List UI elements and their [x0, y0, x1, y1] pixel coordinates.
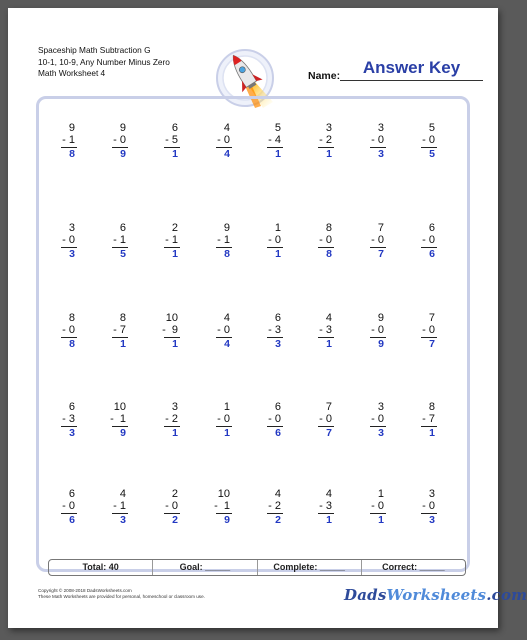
minuend: 9: [119, 122, 126, 134]
subtrahend: - 3: [319, 500, 332, 512]
minuend: 5: [428, 122, 435, 134]
answer-line: [318, 147, 334, 148]
subtrahend: - 0: [319, 234, 332, 246]
subtrahend: - 2: [165, 413, 178, 425]
answer-line: [112, 426, 128, 427]
minuend: 8: [119, 312, 126, 324]
minuend: 1: [274, 222, 281, 234]
problem-row: [39, 122, 467, 182]
minuend: 4: [274, 488, 281, 500]
answer: 3: [275, 338, 281, 350]
answer: 8: [224, 248, 230, 260]
answer: 1: [429, 427, 435, 439]
answer: 1: [275, 148, 281, 160]
copyright-notice: [38, 588, 205, 600]
subtrahend: - 0: [268, 234, 281, 246]
answer-line: [318, 426, 334, 427]
usage-line: These Math Worksheets are provided for personal, homeschool or classroom use.: [38, 594, 205, 599]
answer: 6: [429, 248, 435, 260]
minuend: 3: [428, 488, 435, 500]
subtrahend: - 7: [113, 324, 126, 336]
subtrahend: - 7: [422, 413, 435, 425]
answer: 9: [120, 148, 126, 160]
answer-line: [421, 426, 437, 427]
answer-line: [61, 247, 77, 248]
subtrahend: - 0: [371, 234, 384, 246]
problem-row: [39, 312, 467, 372]
answer-line: [216, 426, 232, 427]
answer: 1: [275, 248, 281, 260]
subtrahend: - 1: [62, 134, 75, 146]
subtrahend: - 3: [319, 324, 332, 336]
answer-line: [216, 337, 232, 338]
complete-field: Complete: _____: [258, 560, 362, 575]
answer: 3: [69, 248, 75, 260]
subtrahend: - 2: [319, 134, 332, 146]
answer: 9: [224, 514, 230, 526]
subtrahend: - 0: [371, 500, 384, 512]
minuend: 3: [171, 401, 178, 413]
brand-logo: [344, 586, 527, 604]
subtrahend: - 0: [422, 134, 435, 146]
minuend: 4: [325, 488, 332, 500]
minuend: 6: [428, 222, 435, 234]
answer: 9: [120, 427, 126, 439]
worksheet-page: [8, 8, 527, 628]
answer: 8: [326, 248, 332, 260]
minuend: 3: [377, 122, 384, 134]
answer: 8: [69, 338, 75, 350]
answer-line: [61, 426, 77, 427]
subtrahend: - 0: [371, 413, 384, 425]
subtrahend: - 0: [62, 500, 75, 512]
minuend: 10: [113, 401, 126, 413]
answer-line: [112, 513, 128, 514]
answer-line: [61, 337, 77, 338]
worksheet-title-block: [38, 45, 170, 80]
answer: 1: [326, 338, 332, 350]
answer: 1: [172, 148, 178, 160]
answer-line: [421, 247, 437, 248]
answer-line: [370, 247, 386, 248]
answer-line: [318, 247, 334, 248]
subtrahend: - 2: [268, 500, 281, 512]
subtrahend: - 0: [62, 234, 75, 246]
answer: 2: [172, 514, 178, 526]
minuend: 6: [274, 401, 281, 413]
answer: 3: [378, 148, 384, 160]
answer-line: [267, 426, 283, 427]
minuend: 3: [68, 222, 75, 234]
answer-line: [318, 513, 334, 514]
answer: 1: [326, 148, 332, 160]
subtrahend: - 0: [422, 234, 435, 246]
problem-row: [39, 222, 467, 282]
correct-field: Correct: _____: [382, 562, 445, 572]
subtrahend: - 0: [113, 134, 126, 146]
subtrahend: - 1: [217, 234, 230, 246]
minuend: 6: [171, 122, 178, 134]
brand-part: Worksheets: [386, 586, 487, 604]
answer-line: [164, 513, 180, 514]
answer-line: [421, 337, 437, 338]
answer-line: [164, 426, 180, 427]
score-bar: [48, 559, 466, 576]
answer-line: [216, 247, 232, 248]
answer: 3: [429, 514, 435, 526]
subtrahend: - 3: [62, 413, 75, 425]
answer: 4: [224, 148, 230, 160]
answer-line: [164, 147, 180, 148]
subtrahend: - 1: [214, 500, 230, 512]
answer: 2: [275, 514, 281, 526]
subtrahend: - 9: [162, 324, 178, 336]
minuend: 8: [68, 312, 75, 324]
answer: 5: [429, 148, 435, 160]
answer: 3: [120, 514, 126, 526]
subtrahend: - 4: [268, 134, 281, 146]
answer: 3: [378, 427, 384, 439]
minuend: 7: [325, 401, 332, 413]
minuend: 7: [428, 312, 435, 324]
subtrahend: - 5: [165, 134, 178, 146]
subtrahend: - 1: [113, 234, 126, 246]
name-label: Name:: [308, 70, 341, 82]
subtrahend: - 0: [371, 324, 384, 336]
answer-line: [112, 247, 128, 248]
problem-row: [39, 488, 467, 548]
subtrahend: - 0: [62, 324, 75, 336]
subtrahend: - 0: [268, 413, 281, 425]
minuend: 10: [165, 312, 178, 324]
subtrahend: - 0: [217, 134, 230, 146]
minuend: 3: [325, 122, 332, 134]
minuend: 9: [223, 222, 230, 234]
worksheet-subtitle: 10-1, 10-9, Any Number Minus Zero: [38, 56, 170, 67]
answer-line: [164, 247, 180, 248]
minuend: 6: [68, 401, 75, 413]
answer: 9: [378, 338, 384, 350]
minuend: 9: [377, 312, 384, 324]
minuend: 4: [325, 312, 332, 324]
minuend: 6: [274, 312, 281, 324]
subtrahend: - 0: [217, 324, 230, 336]
total-field: Total: 40: [49, 560, 153, 575]
minuend: 8: [325, 222, 332, 234]
answer-line: [421, 513, 437, 514]
problem-row: [39, 401, 467, 461]
brand-part: Dads: [344, 586, 387, 604]
answer: 1: [172, 427, 178, 439]
minuend: 10: [217, 488, 230, 500]
minuend: 6: [68, 488, 75, 500]
worksheet-title: Spaceship Math Subtraction G: [38, 45, 151, 55]
subtrahend: - 3: [268, 324, 281, 336]
minuend: 3: [377, 401, 384, 413]
name-line: [340, 80, 483, 81]
answer-line: [216, 147, 232, 148]
answer-line: [267, 337, 283, 338]
goal-field: Goal: _____: [153, 560, 257, 575]
minuend: 4: [223, 122, 230, 134]
subtrahend: - 1: [110, 413, 126, 425]
answer: 8: [69, 148, 75, 160]
answer-key-text: Answer Key: [362, 58, 461, 77]
minuend: 1: [377, 488, 384, 500]
answer-line: [112, 337, 128, 338]
answer-line: [267, 513, 283, 514]
minuend: 5: [274, 122, 281, 134]
subtrahend: - 0: [217, 413, 230, 425]
answer-line: [267, 247, 283, 248]
answer: 1: [378, 514, 384, 526]
minuend: 4: [223, 312, 230, 324]
answer: 1: [224, 427, 230, 439]
answer-line: [164, 337, 180, 338]
answer: 1: [172, 248, 178, 260]
answer-line: [370, 147, 386, 148]
copyright-line: Copyright © 2008-2018 DadsWorksheets.com: [38, 588, 132, 593]
brand-part: .com: [486, 586, 527, 604]
subtrahend: - 0: [422, 324, 435, 336]
answer: 7: [378, 248, 384, 260]
answer: 5: [120, 248, 126, 260]
minuend: 9: [68, 122, 75, 134]
answer-line: [216, 513, 232, 514]
answer: 4: [224, 338, 230, 350]
answer-line: [421, 147, 437, 148]
subtrahend: - 0: [165, 500, 178, 512]
answer-line: [267, 147, 283, 148]
answer-line: [61, 147, 77, 148]
subtrahend: - 0: [422, 500, 435, 512]
subtrahend: - 0: [371, 134, 384, 146]
answer-line: [61, 513, 77, 514]
minuend: 2: [171, 222, 178, 234]
answer-line: [318, 337, 334, 338]
minuend: 8: [428, 401, 435, 413]
minuend: 2: [171, 488, 178, 500]
answer-line: [370, 513, 386, 514]
answer-line: [112, 147, 128, 148]
answer: 1: [326, 514, 332, 526]
subtrahend: - 0: [319, 413, 332, 425]
answer: 1: [172, 338, 178, 350]
minuend: 1: [223, 401, 230, 413]
answer: 7: [429, 338, 435, 350]
answer: 1: [120, 338, 126, 350]
subtrahend: - 1: [165, 234, 178, 246]
minuend: 6: [119, 222, 126, 234]
minuend: 4: [119, 488, 126, 500]
answer: 3: [69, 427, 75, 439]
answer-line: [370, 426, 386, 427]
answer: 6: [275, 427, 281, 439]
answer: 6: [69, 514, 75, 526]
worksheet-number: Math Worksheet 4: [38, 68, 106, 79]
answer-line: [370, 337, 386, 338]
minuend: 7: [377, 222, 384, 234]
answer: 7: [326, 427, 332, 439]
subtrahend: - 1: [113, 500, 126, 512]
